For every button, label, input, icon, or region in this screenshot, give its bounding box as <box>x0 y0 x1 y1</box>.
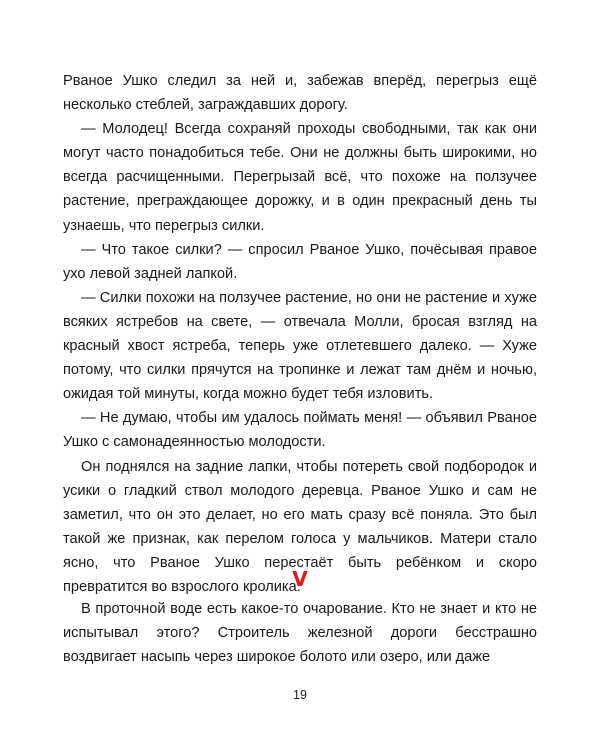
paragraph: — Силки похожи на ползучее растение, но они не растение и хуже всяких ястребов на свете, — отвечала Молли, бросая взгляд на красный хвост ястреба, теперь уже отлетевшего далеко. — Хуже потому, что силки прячутся на тропинке и лежат там днём и ночью, ожидая той минуты, когда можно будет тебя изловить. <box>63 289 537 403</box>
chapter-marker: V <box>292 567 308 591</box>
paragraph: Он поднялся на задние лапки, чтобы потереть свой подбородок и усики о гладкий ствол молодого деревца. Рваное Ушко и сам не заметил, что он это делает, но его мать сразу всё поняла. Это был такой же признак, как перелом голоса у мальчиков. Матери стало ясно, что Рваное Ушко перестаёт быть ребёнком и скоро превратится во взрослого кролика. <box>63 458 537 595</box>
text-block-top <box>63 69 537 599</box>
paragraph: В проточной воде есть какое-то очарование. Кто не знает и кто не испытывал этого? Строитель железной дороги бесстрашно воздвигает насыпь через широкое болото или озеро, или даже <box>63 601 537 666</box>
text-block-bottom <box>63 597 537 669</box>
paragraph: — Молодец! Всегда сохраняй проходы свободными, так как они могут часто понадобиться тебе. Они не должны быть широкими, но всегда расчищенными. Перегрызай всё, что похоже на ползучее растение, преграждающее дорожку, и в один прекрасный день ты узнаешь, что перегрыз силки. <box>63 121 537 234</box>
paragraph: — Не думаю, чтобы им удалось поймать меня! — объявил Рваное Ушко с самонадеянностью молодости. <box>63 410 537 451</box>
page-number: 19 <box>293 688 307 702</box>
paragraph: Рваное Ушко следил за ней и, забежав вперёд, перегрыз ещё несколько стеблей, заграждавших дорогу. <box>63 73 537 114</box>
paragraph: — Что такое силки? — спросил Рваное Ушко, почёсывая правое ухо левой задней лапкой. <box>63 241 537 282</box>
